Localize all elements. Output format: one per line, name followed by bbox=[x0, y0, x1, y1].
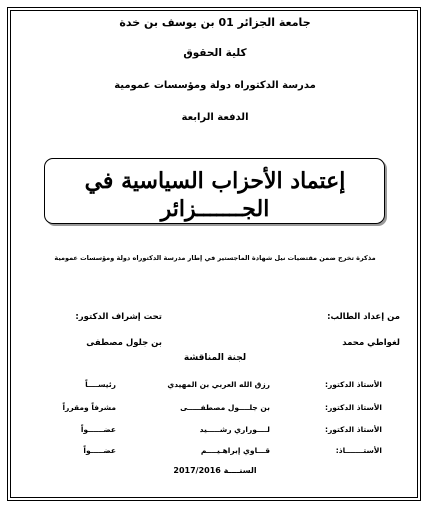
member-role: عضــــــواً bbox=[80, 425, 116, 434]
thesis-title-line2: الجـــــــزائر bbox=[160, 196, 270, 222]
university-name: جامعة الجزائر 01 بن يوسف بن خدة bbox=[119, 16, 311, 29]
member-name: بن جلــــول مصطفـــــى bbox=[180, 403, 270, 412]
committee-heading: لجنة المناقشة bbox=[183, 353, 247, 363]
supervisor-name: بن جلول مصطفى bbox=[86, 338, 162, 348]
committee-member-row bbox=[0, 380, 430, 394]
member-role: رئيســــاً bbox=[85, 380, 116, 389]
member-role: عضـــــواً bbox=[83, 446, 116, 455]
member-name: رزق الله العربي بن المهيدي bbox=[167, 380, 270, 389]
committee-member-row bbox=[0, 403, 430, 417]
member-name: لــــوراري رشـــــيد bbox=[199, 425, 270, 434]
committee-member-row bbox=[0, 446, 430, 460]
memo-note: مذكرة تخرج ضمن مقتضيات نيل شهادة الماجستير في إطار مدرسة الدكتوراه دولة ومؤسسات عمومية bbox=[54, 254, 376, 262]
member-name: قـــاوي إبراهـيــــم bbox=[200, 446, 270, 455]
supervisor-label: تحت إشراف الدكتور: bbox=[75, 312, 162, 322]
member-role: مشرفاً ومقرراً bbox=[62, 403, 116, 412]
student-label: من إعداد الطالب: bbox=[327, 312, 400, 322]
student-name: لغواطي محمد bbox=[342, 338, 400, 348]
thesis-title-line1: إعتماد الأحزاب السياسية في bbox=[84, 168, 346, 194]
faculty-name: كلية الحقوق bbox=[183, 47, 247, 59]
member-title: الأستاذ الدكتور: bbox=[324, 425, 382, 434]
batch-label: الدفعة الرابعة bbox=[181, 112, 249, 123]
academic-year: السنــــة 2017/2016 bbox=[173, 466, 257, 475]
committee-member-row bbox=[0, 425, 430, 439]
member-title: الأستـــــــاذ: bbox=[335, 446, 382, 455]
member-title: الأستاذ الدكتور: bbox=[324, 380, 382, 389]
member-title: الأستاذ الدكتور: bbox=[324, 403, 382, 412]
school-name: مدرسة الدكتوراه دولة ومؤسسات عمومية bbox=[114, 80, 316, 91]
